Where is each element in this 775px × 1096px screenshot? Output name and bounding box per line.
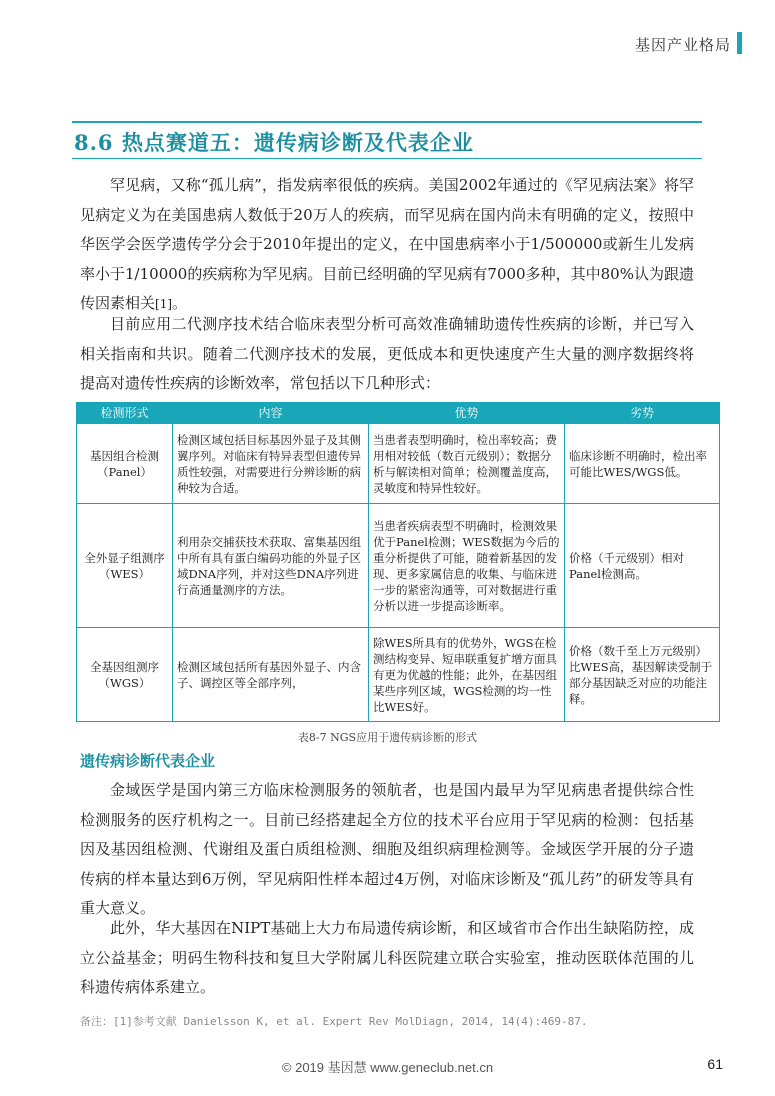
- column-header-content: 内容: [173, 403, 369, 424]
- cell-pros: 除WES所具有的优势外，WGS在检测结构变异、短串联重复扩增方面具有更为优越的性能；此外，在基因组某些序列区域，WGS检测的均一性比WES好。: [369, 628, 565, 722]
- table-header-row: [77, 403, 720, 424]
- cell-content: 利用杂交捕获技术获取、富集基因组中所有具有蛋白编码功能的外显子区域DNA序列，并对这些DNA序列进行高通量测序的方法。: [173, 504, 369, 628]
- paragraph-text-end: 。: [172, 294, 188, 313]
- paragraph-rare-disease: [80, 171, 694, 320]
- cell-pros: 当患者疾病表型不明确时，检测效果优于Panel检测；WES数据为今后的重分析提供了可能，随着新基因的发现、更多家属信息的收集、与临床进一步的紧密沟通等，可对数据进行重分析以进一步提高诊断率。: [369, 504, 565, 628]
- cell-content: 检测区域包括目标基因外显子及其侧翼序列。对临床有特异表型但遗传异质性较强，对需要进行分辨诊断的病种较为合适。: [173, 424, 369, 504]
- section-rule-bottom: [72, 158, 702, 159]
- ngs-diagnosis-table: [76, 402, 720, 722]
- table-row: [77, 424, 720, 504]
- section-title: 8.6 热点赛道五：遗传病诊断及代表企业: [74, 130, 474, 155]
- cell-cons: 临床诊断不明确时，检出率可能比WES/WGS低。: [565, 424, 720, 504]
- paragraph-bgi: 此外，华大基因在NIPT基础上大力布局遗传病诊断，和区域省市合作出生缺陷防控，成立公益基金；明码生物科技和复旦大学附属儿科医院建立联合实验室，推动医联体范围的儿科遗传病体系建立。: [80, 919, 694, 997]
- header-accent-bar: [737, 32, 742, 54]
- cell-method: 全基因组测序（WGS）: [77, 628, 173, 722]
- column-header-method: 检测形式: [77, 403, 173, 424]
- column-header-pros: 优势: [369, 403, 565, 424]
- footer-copyright: © 2019 基因慧 www.geneclub.net.cn: [281, 1060, 494, 1075]
- cell-cons: 价格（数千至上万元级别）比WES高，基因解读受制于部分基因缺乏对应的功能注释。: [565, 628, 720, 722]
- table-row: [77, 504, 720, 628]
- column-header-cons: 劣势: [565, 403, 720, 424]
- cell-method: 基因组合检测（Panel）: [77, 424, 173, 504]
- table-caption: 表8-7 NGS应用于遗传病诊断的形式: [297, 731, 478, 744]
- paragraph-text: 罕见病，又称“孤儿病”，指发病率很低的疾病。美国2002年通过的《罕见病法案》将罕见病定义为在美国患病人数低于20万人的疾病，而罕见病在国内尚未有明确的定义，按照中华医学会医学遗传学分会于2010年提出的定义，在中国患病率小于1/500000或新生儿发病率小于1/10000的疾病称为罕见病。目前已经明确的罕见病有7000多种，其中80%认为跟遗传因素相关: [80, 176, 694, 313]
- paragraph-ngs: 目前应用二代测序技术结合临床表型分析可高效准确辅助遗传性疾病的诊断，并已写入相关指南和共识。随着二代测序技术的发展，更低成本和更快速度产生大量的测序数据终将提高对遗传性疾病的诊断效率，常包括以下几种形式：: [80, 315, 694, 393]
- cell-pros: 当患者表型明确时，检出率较高；费用相对较低（数百元级别）；数据分析与解读相对简单；检测覆盖度高，灵敏度和特异性较好。: [369, 424, 565, 504]
- footnote: 备注：[1]参考文献 Danielsson K, et al. Expert Rev MolDiagn, 2014, 14(4):469-87.: [80, 1015, 588, 1028]
- paragraph-kingmed: 金域医学是国内第三方临床检测服务的领航者，也是国内最早为罕见病患者提供综合性检测服务的医疗机构之一。目前已经搭建起全方位的技术平台应用于罕见病的检测：包括基因及基因组检测、代谢组及蛋白质组检测、细胞及组织病理检测等。金域医学开展的分子遗传病的样本量达到6万例，罕见病阳性样本超过4万例，对临床诊断及“孤儿药”的研发等具有重大意义。: [80, 781, 694, 918]
- cell-content: 检测区域包括所有基因外显子、内含子、调控区等全部序列，: [173, 628, 369, 722]
- section-rule-top: [72, 121, 702, 123]
- table-row: [77, 628, 720, 722]
- cell-cons: 价格（千元级别）相对Panel检测高。: [565, 504, 720, 628]
- header-title: 基因产业格局: [634, 36, 731, 54]
- page-number: 61: [707, 1056, 723, 1072]
- subheading: 遗传病诊断代表企业: [80, 752, 216, 770]
- reference-marker: [1]: [155, 297, 173, 312]
- cell-method: 全外显子组测序（WES）: [77, 504, 173, 628]
